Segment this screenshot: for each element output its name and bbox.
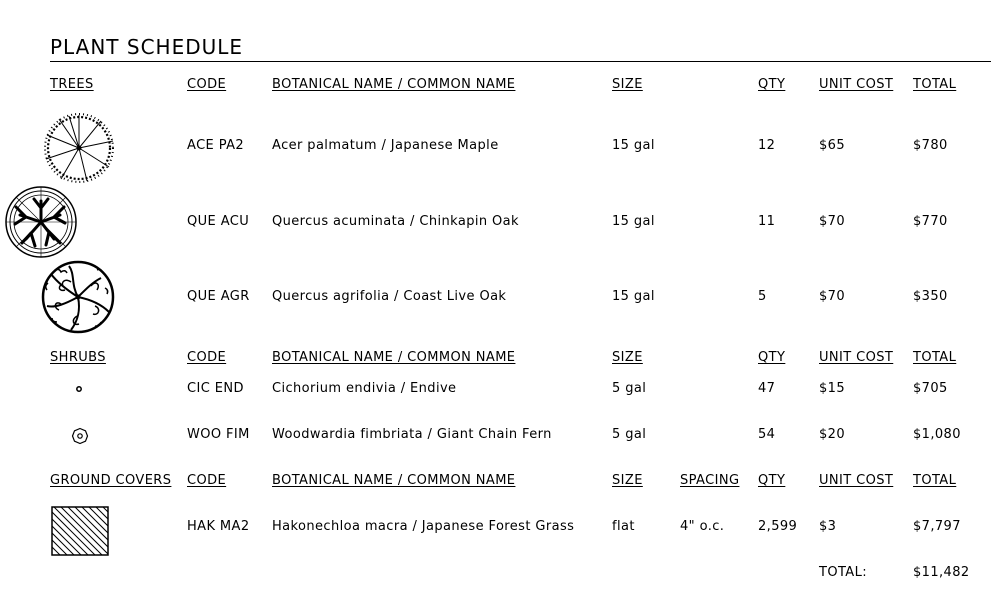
shrub-row-2-name: Woodwardia fimbriata / Giant Chain Fern xyxy=(272,427,552,442)
tree-row-2-name: Quercus acuminata / Chinkapin Oak xyxy=(272,214,519,229)
tree-row-1-code: ACE PA2 xyxy=(187,138,245,153)
ground-cover-row-1-code: HAK MA2 xyxy=(187,519,250,534)
shrub-row-1-code: CIC END xyxy=(187,381,244,396)
ground-covers-code-header: CODE xyxy=(187,473,227,488)
tree-row-3-unit-cost: $70 xyxy=(819,289,846,304)
trees-header: TREES xyxy=(50,77,94,92)
shrub-row-2-total: $1,080 xyxy=(913,427,961,442)
trees-name-header: BOTANICAL NAME / COMMON NAME xyxy=(272,77,516,92)
ground-covers-name-header: BOTANICAL NAME / COMMON NAME xyxy=(272,473,516,488)
ground-cover-row-1-size: flat xyxy=(612,519,635,534)
grand-total-value: $11,482 xyxy=(913,565,970,580)
shrub-row-2-code: WOO FIM xyxy=(187,427,250,442)
shrubs-size-header: SIZE xyxy=(612,350,643,365)
fern-shrub-icon xyxy=(71,427,89,445)
title-rule xyxy=(50,61,991,62)
tree-row-1-name: Acer palmatum / Japanese Maple xyxy=(272,138,499,153)
tree-row-2-unit-cost: $70 xyxy=(819,214,846,229)
tree-row-3-code: QUE AGR xyxy=(187,289,250,304)
shrubs-code-header: CODE xyxy=(187,350,227,365)
tree-row-1-total: $780 xyxy=(913,138,948,153)
trees-code-header: CODE xyxy=(187,77,227,92)
ground-covers-total-header: TOTAL xyxy=(913,473,957,488)
ground-covers-header: GROUND COVERS xyxy=(50,473,172,488)
tree-row-1-size: 15 gal xyxy=(612,138,655,153)
schedule-title: PLANT SCHEDULE xyxy=(50,35,244,59)
trees-total-header: TOTAL xyxy=(913,77,957,92)
shrubs-unit-cost-header: UNIT COST xyxy=(819,350,894,365)
shrub-row-2-qty: 54 xyxy=(758,427,776,442)
tree-row-2-total: $770 xyxy=(913,214,948,229)
tree-row-2-qty: 11 xyxy=(758,214,776,229)
tree-row-3-size: 15 gal xyxy=(612,289,655,304)
shrubs-name-header: BOTANICAL NAME / COMMON NAME xyxy=(272,350,516,365)
oak-tree-icon xyxy=(4,185,80,259)
ground-covers-size-header: SIZE xyxy=(612,473,643,488)
tree-row-1-unit-cost: $65 xyxy=(819,138,846,153)
deciduous-tree-icon xyxy=(41,111,119,185)
shrub-row-1-qty: 47 xyxy=(758,381,776,396)
shrub-row-1-size: 5 gal xyxy=(612,381,647,396)
trees-qty-header: QTY xyxy=(758,77,786,92)
shrub-row-2-unit-cost: $20 xyxy=(819,427,846,442)
ground-covers-unit-cost-header: UNIT COST xyxy=(819,473,894,488)
small-shrub-icon xyxy=(74,384,84,394)
live-oak-tree-icon xyxy=(41,260,117,336)
shrubs-qty-header: QTY xyxy=(758,350,786,365)
tree-row-1-qty: 12 xyxy=(758,138,776,153)
ground-cover-row-1-name: Hakonechloa macra / Japanese Forest Grass xyxy=(272,519,575,534)
trees-unit-cost-header: UNIT COST xyxy=(819,77,894,92)
shrub-row-1-name: Cichorium endivia / Endive xyxy=(272,381,457,396)
hatched-groundcover-icon xyxy=(51,506,109,556)
ground-cover-row-1-unit-cost: $3 xyxy=(819,519,837,534)
shrub-row-1-unit-cost: $15 xyxy=(819,381,846,396)
grand-total-label: TOTAL: xyxy=(819,565,868,580)
tree-row-2-code: QUE ACU xyxy=(187,214,250,229)
shrubs-header: SHRUBS xyxy=(50,350,106,365)
ground-cover-row-1-qty: 2,599 xyxy=(758,519,798,534)
ground-cover-row-1-total: $7,797 xyxy=(913,519,961,534)
ground-cover-row-1-spacing: 4" o.c. xyxy=(680,519,725,534)
tree-row-3-name: Quercus agrifolia / Coast Live Oak xyxy=(272,289,507,304)
tree-row-3-qty: 5 xyxy=(758,289,767,304)
shrub-row-2-size: 5 gal xyxy=(612,427,647,442)
tree-row-2-size: 15 gal xyxy=(612,214,655,229)
trees-size-header: SIZE xyxy=(612,77,643,92)
ground-covers-qty-header: QTY xyxy=(758,473,786,488)
tree-row-3-total: $350 xyxy=(913,289,948,304)
ground-covers-spacing-header: SPACING xyxy=(680,473,740,488)
shrubs-total-header: TOTAL xyxy=(913,350,957,365)
shrub-row-1-total: $705 xyxy=(913,381,948,396)
